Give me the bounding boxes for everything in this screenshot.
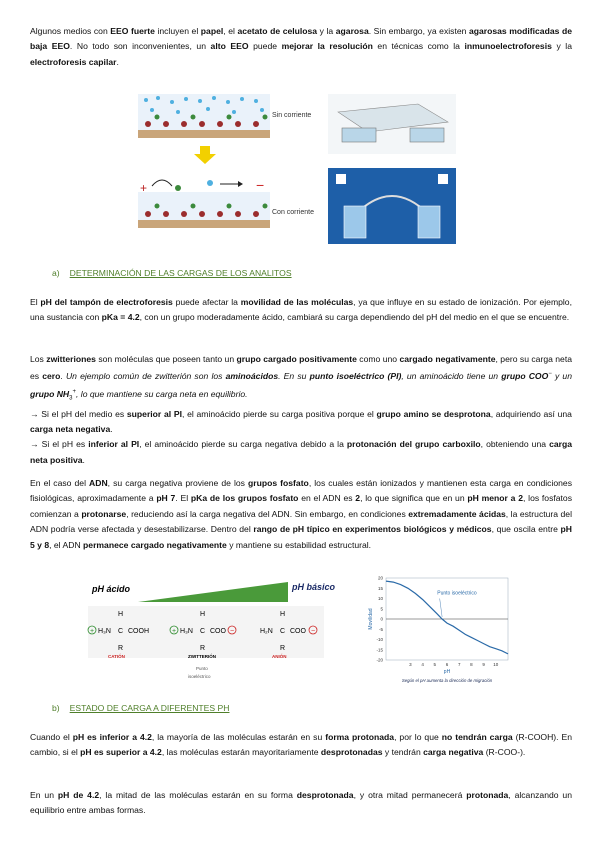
y-tick-label: -20 — [376, 657, 383, 663]
ph-acid-label: pH ácido — [92, 584, 131, 594]
zwit-coo: COO — [210, 628, 226, 635]
y-tick-label: 15 — [377, 585, 383, 591]
moving-ion — [175, 185, 181, 191]
down-arrow-icon — [194, 146, 216, 164]
zwit-minus: − — [230, 628, 235, 635]
apparatus-plus-box — [336, 174, 346, 184]
x-tick-label: 7 — [457, 662, 461, 667]
zwit-plus: + — [172, 628, 177, 635]
anode-plus: + — [140, 181, 148, 195]
y-tick-label: 5 — [380, 606, 383, 612]
zwit-r: R — [200, 645, 206, 652]
ph-equal-paragraph: En un pH de 4.2, la mitad de las moléculas estarán en su forma desprotonada, y otra mitad permanecerá protonada, alcanzando un equilibrio entre ambas formas. — [30, 790, 572, 816]
zwitterion-paragraph: Los zwitteriones son moléculas que poseen tanto un grupo cargado positivamente como uno cargado negativamente, pero su carga neta es cero. Un ejemplo común de zwitterión son los aminoácidos. En su punto isoeléctrico (PI), un aminoácido tiene un grupo COO− y un grupo $NH_3^+$, lo que mantiene su carga neta en equilibrio. → Si el pH del medio es superior al PI, el aminoácido pierde su carga positiva porque el grupo amino se desprotona, adquiriendo así una carga neta negativa. → Si el pH es inferior al PI, el aminoácido pierde su carga negativa debido a la protonación del grupo carboxilo, obteniendo una carga neta positiva. — [30, 354, 573, 465]
section-a-letter: a) — [52, 268, 60, 278]
y-tick-label: -15 — [376, 647, 383, 653]
section-b-heading — [52, 703, 229, 713]
cation-nh3: H₃N — [98, 628, 111, 635]
y-tick-label: 10 — [377, 596, 383, 602]
chart-caption: Según el pH aumenta la dirección de migración — [401, 678, 493, 683]
anion-c: C — [280, 628, 286, 635]
y-tick-label: -10 — [376, 637, 383, 643]
intro-paragraph: Algunos medios con EEO fuerte incluyen el papel, el acetato de celulosa y la agarosa. Sin embargo, ya existen agarosas modificadas de baja EEO. No todo son inconvenientes, un alto EEO puede mejorar la resolución en técnicas como la inmunoelectroforesis y la electroforesis capilar. — [30, 26, 572, 67]
chart-xlabel: pH — [443, 669, 451, 675]
support-layer — [138, 130, 270, 138]
x-tick-label: 3 — [409, 662, 412, 667]
y-tick-label: 0 — [380, 616, 383, 622]
ph-below-above-paragraph: Cuando el pH es inferior a 4.2, la mayoría de las moléculas estarán en su forma protonada, por lo que no tendrán carga (R-COOH). En cambio, si el pH es superior a 4.2, las moléculas estarán mayoritariamente desprotonadas y tendrán carga negativa (R-COO-). — [30, 732, 573, 758]
anion-r: R — [280, 645, 286, 652]
anion-minus: − — [311, 628, 316, 635]
apparatus-beaker-left — [344, 206, 366, 238]
pi-note-line1: Punto — [196, 666, 208, 671]
pi-note-line2: isoeléctrico — [188, 674, 211, 679]
mobility-chart — [360, 574, 530, 686]
eeo-diagram — [138, 92, 458, 246]
zwit-h: H — [200, 611, 206, 618]
ph-gradient-wedge — [138, 582, 288, 602]
section-b-title: ESTADO DE CARGA A DIFERENTES PH — [69, 703, 230, 713]
apparatus-tank-left — [342, 128, 376, 142]
zwit-c: C — [200, 628, 206, 635]
y-tick-label: -5 — [378, 626, 383, 632]
curved-arrow-icon — [152, 180, 172, 186]
y-tick-label: 20 — [377, 575, 383, 581]
cation-plus: + — [90, 628, 95, 635]
cathode-minus: − — [256, 177, 265, 193]
ph-basic-label: pH básico — [292, 582, 336, 592]
apparatus-tank-right — [410, 128, 444, 142]
x-tick-label: 5 — [433, 662, 437, 667]
cation-h: H — [118, 611, 124, 618]
molecules-panel — [88, 606, 324, 658]
amino-acid-forms-figure — [88, 578, 336, 684]
apparatus-beaker-right — [418, 206, 440, 238]
section-a-title: DETERMINACIÓN DE LAS CARGAS DE LOS ANALITOS — [69, 268, 292, 278]
x-tick-label: 4 — [421, 662, 424, 667]
chart-ylabel: Movilidad — [368, 608, 374, 630]
x-tick-label: 10 — [493, 662, 499, 667]
anion-coo: COO — [290, 628, 306, 635]
zwit-nh3: H₃N — [180, 628, 193, 635]
cation-label: CATIÓN — [108, 654, 125, 659]
arrow-right-head — [238, 181, 243, 187]
anion-label: ANIÓN — [272, 654, 287, 659]
anion-h2n: H₂N — [260, 628, 273, 635]
sin-corriente-label: Sin corriente — [272, 112, 312, 119]
x-tick-label: 6 — [445, 662, 449, 667]
con-corriente-label: Con corriente — [272, 209, 315, 216]
ph-paragraph: El pH del tampón de electroforesis puede afectar la movilidad de las moléculas, ya que influye en su estado de ionización. Por ejemplo, una sustancia con pKa = 4.2, con un grupo moderadamente ácido, cambiará su carga dependiendo del pH del medio en el que se encuentre. — [30, 297, 572, 323]
annotation-pointer — [440, 599, 442, 617]
chart-ticks — [376, 576, 498, 667]
moving-water — [207, 180, 213, 186]
apparatus-minus-box — [438, 174, 448, 184]
x-tick-label: 8 — [470, 662, 473, 667]
section-a-heading — [52, 268, 292, 278]
isoelectric-annotation: Punto isoeléctrico — [437, 590, 477, 597]
cation-r: R — [118, 645, 124, 652]
cation-cooh: COOH — [128, 628, 149, 635]
zwitterion-label: ZWITTERIÓN — [188, 654, 216, 659]
support-layer-bottom — [138, 220, 270, 228]
anion-h: H — [280, 611, 286, 618]
adn-paragraph: En el caso del ADN, su carga negativa proviene de los grupos fosfato, los cuales están ionizados y mantienen esta carga en condiciones fisiológicas, aproximadamente a pH 7. El pKa de los grupos fosfato en el ADN es 2, lo que significa que en un pH menor a 2, los fosfatos comienzan a protonarse, reduciendo así la carga negativa del ADN. Sin embargo, en condiciones extremadamente ácidas, la estructura del ADN podría verse afectada y desestabilizarse. Dentro del rango de pH típico en experimentos biológicos y médicos, que oscila entre pH 5 y 8, el ADN permanece cargado negativamente y mantiene su estabilidad estructural. — [30, 478, 573, 550]
section-b-letter: b) — [52, 703, 60, 713]
x-tick-label: 9 — [482, 662, 485, 667]
cation-c: C — [118, 628, 124, 635]
